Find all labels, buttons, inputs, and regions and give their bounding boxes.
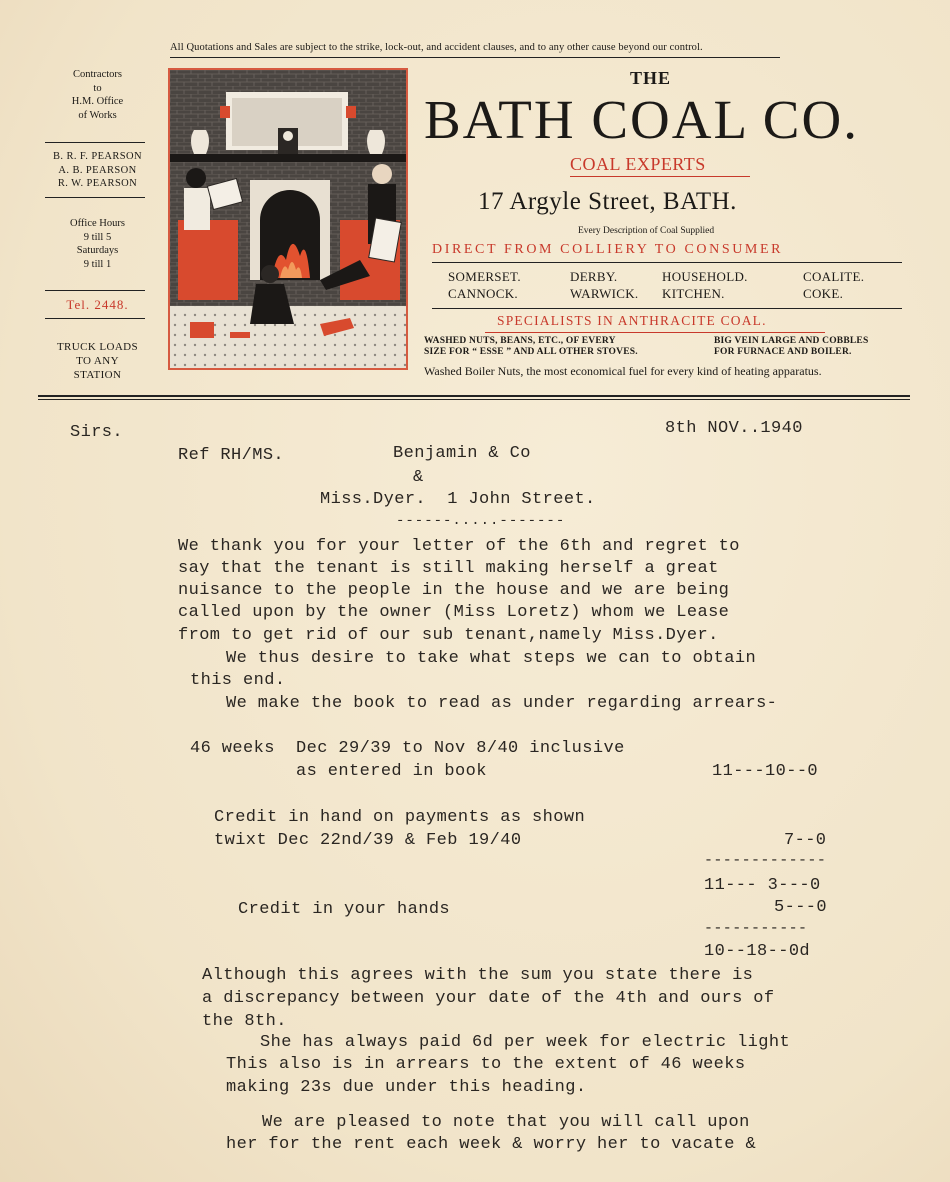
sum-rule: ----------- (704, 920, 808, 937)
clause-rule (170, 57, 780, 58)
hours-line: Office Hours (70, 218, 125, 229)
washed-line: SIZE FOR “ ESSE ” AND ALL OTHER STOVES. (424, 346, 638, 357)
terms-clause: All Quotations and Sales are subject to the strike, lock-out, and accident clauses, and to any other cause beyond our control. (170, 42, 703, 53)
body-line: from to get rid of our sub tenant,namely Miss.Dyer. (178, 626, 719, 645)
partners-list (40, 150, 155, 191)
coal-type: COALITE. (803, 269, 865, 284)
partner-name: R. W. PEARSON (57, 178, 138, 189)
contractors-note (40, 68, 155, 122)
coal-type: KITCHEN. (662, 286, 725, 301)
coal-type: SOMERSET. (448, 269, 521, 284)
company-tagline: COAL EXPERTS (570, 154, 706, 174)
body-line: We thank you for your letter of the 6th and regret to (178, 537, 740, 556)
washed-nuts-note (424, 336, 638, 357)
arrears-amount: 11---10--0 (712, 762, 819, 781)
reference: Ref RH/MS. (178, 446, 285, 465)
truck-line: TO ANY (76, 355, 119, 367)
side-divider (45, 290, 145, 291)
body-line: This also is in arrears to the extent of 46 weeks (226, 1055, 746, 1074)
body-line: We are pleased to note that you will call upon (262, 1113, 750, 1132)
separator: ------.....------- (396, 513, 566, 529)
arrears-item: as entered in book (296, 762, 487, 781)
credit-hands-amount: 5---0 (774, 898, 828, 917)
addressee-ampersand: & (413, 468, 424, 487)
header-the: THE (630, 68, 672, 88)
letter-date: 8th NOV..1940 (665, 419, 803, 438)
contractors-line: Contractors (73, 69, 122, 80)
big-vein-line: FOR FURNACE AND BOILER. (714, 346, 852, 357)
truck-loads-note (40, 340, 155, 382)
truck-line: STATION (73, 369, 122, 381)
truck-line: TRUCK LOADS (56, 341, 139, 353)
body-line: We make the book to read as under regarding arrears- (226, 694, 778, 713)
body-line: Although this agrees with the sum you state there is (202, 966, 754, 985)
subtotal-amount: 11--- 3---0 (704, 876, 821, 895)
coal-type: DERBY. (570, 269, 618, 284)
arrears-item: 46 weeks Dec 29/39 to Nov 8/40 inclusive (190, 739, 625, 758)
body-line: She has always paid 6d per week for electric light (260, 1033, 791, 1052)
credit-hands-label: Credit in your hands (238, 900, 451, 919)
coal-type: WARWICK. (570, 286, 639, 301)
coal-type: HOUSEHOLD. (662, 269, 748, 284)
hours-line: 9 till 1 (83, 258, 112, 270)
letterhead-rule (38, 399, 910, 400)
company-address: 17 Argyle Street, BATH. (478, 188, 737, 215)
company-name: BATH COAL CO. (424, 89, 859, 150)
big-vein-line: BIG VEIN LARGE AND COBBLES (714, 336, 869, 346)
header-rule (432, 262, 902, 263)
contractors-line: of Works (78, 109, 117, 121)
contractors-line: H.M. Office (71, 96, 124, 107)
partner-name: A. B. PEARSON (58, 164, 137, 176)
body-line: making 23s due under this heading. (226, 1078, 587, 1097)
office-hours (40, 217, 155, 271)
credit-amount: 7--0 (784, 831, 827, 850)
letterhead-rule (38, 395, 910, 397)
addressee-line: Benjamin & Co (393, 444, 531, 463)
body-line: We thus desire to take what steps we can to obtain (226, 649, 757, 668)
coal-type: CANNOCK. (448, 286, 518, 301)
contractors-line: to (93, 82, 102, 94)
hours-line: Saturdays (76, 245, 119, 256)
telephone-number: Tel. 2448. (66, 297, 129, 312)
side-divider (45, 318, 145, 319)
body-line: say that the tenant is still making herself a great (178, 559, 719, 578)
specialists-anthracite: SPECIALISTS IN ANTHRACITE COAL. (497, 313, 767, 328)
credit-item: Credit in hand on payments as shown (214, 808, 586, 827)
body-line: called upon by the owner (Miss Loretz) whom we Lease (178, 603, 730, 622)
body-line: this end. (190, 671, 286, 690)
boiler-nuts-note: Washed Boiler Nuts, the most economical fuel for every kind of heating apparatus. (424, 364, 822, 378)
every-description: Every Description of Coal Supplied (578, 226, 715, 236)
body-line: a discrepancy between your date of the 4th and ours of (202, 989, 775, 1008)
body-line: the 8th. (202, 1012, 287, 1031)
credit-item: twixt Dec 22nd/39 & Feb 19/40 (214, 831, 522, 850)
specialists-underline (485, 332, 825, 333)
direct-from-colliery: DIRECT FROM COLLIERY TO CONSUMER (432, 242, 784, 257)
hours-line: 9 till 5 (83, 231, 112, 243)
big-vein-note (714, 336, 868, 357)
addressee-line: Miss.Dyer. 1 John Street. (320, 490, 596, 509)
side-divider (45, 197, 145, 198)
washed-line: WASHED NUTS, BEANS, ETC., OF EVERY (424, 336, 616, 346)
tagline-underline (570, 176, 750, 177)
fireside-family-illustration (168, 68, 408, 370)
salutation: Sirs. (70, 423, 124, 442)
sum-rule: ------------- (704, 852, 827, 869)
total-amount: 10--18--0d (704, 942, 811, 961)
coal-type: COKE. (803, 286, 844, 301)
body-line: her for the rent each week & worry her to vacate & (226, 1135, 757, 1154)
partner-name: B. R. F. PEARSON (52, 151, 142, 162)
header-rule (432, 308, 902, 309)
body-line: nuisance to the people in the house and we are being (178, 581, 730, 600)
fireside-illustration-icon (170, 70, 406, 368)
side-divider (45, 142, 145, 143)
